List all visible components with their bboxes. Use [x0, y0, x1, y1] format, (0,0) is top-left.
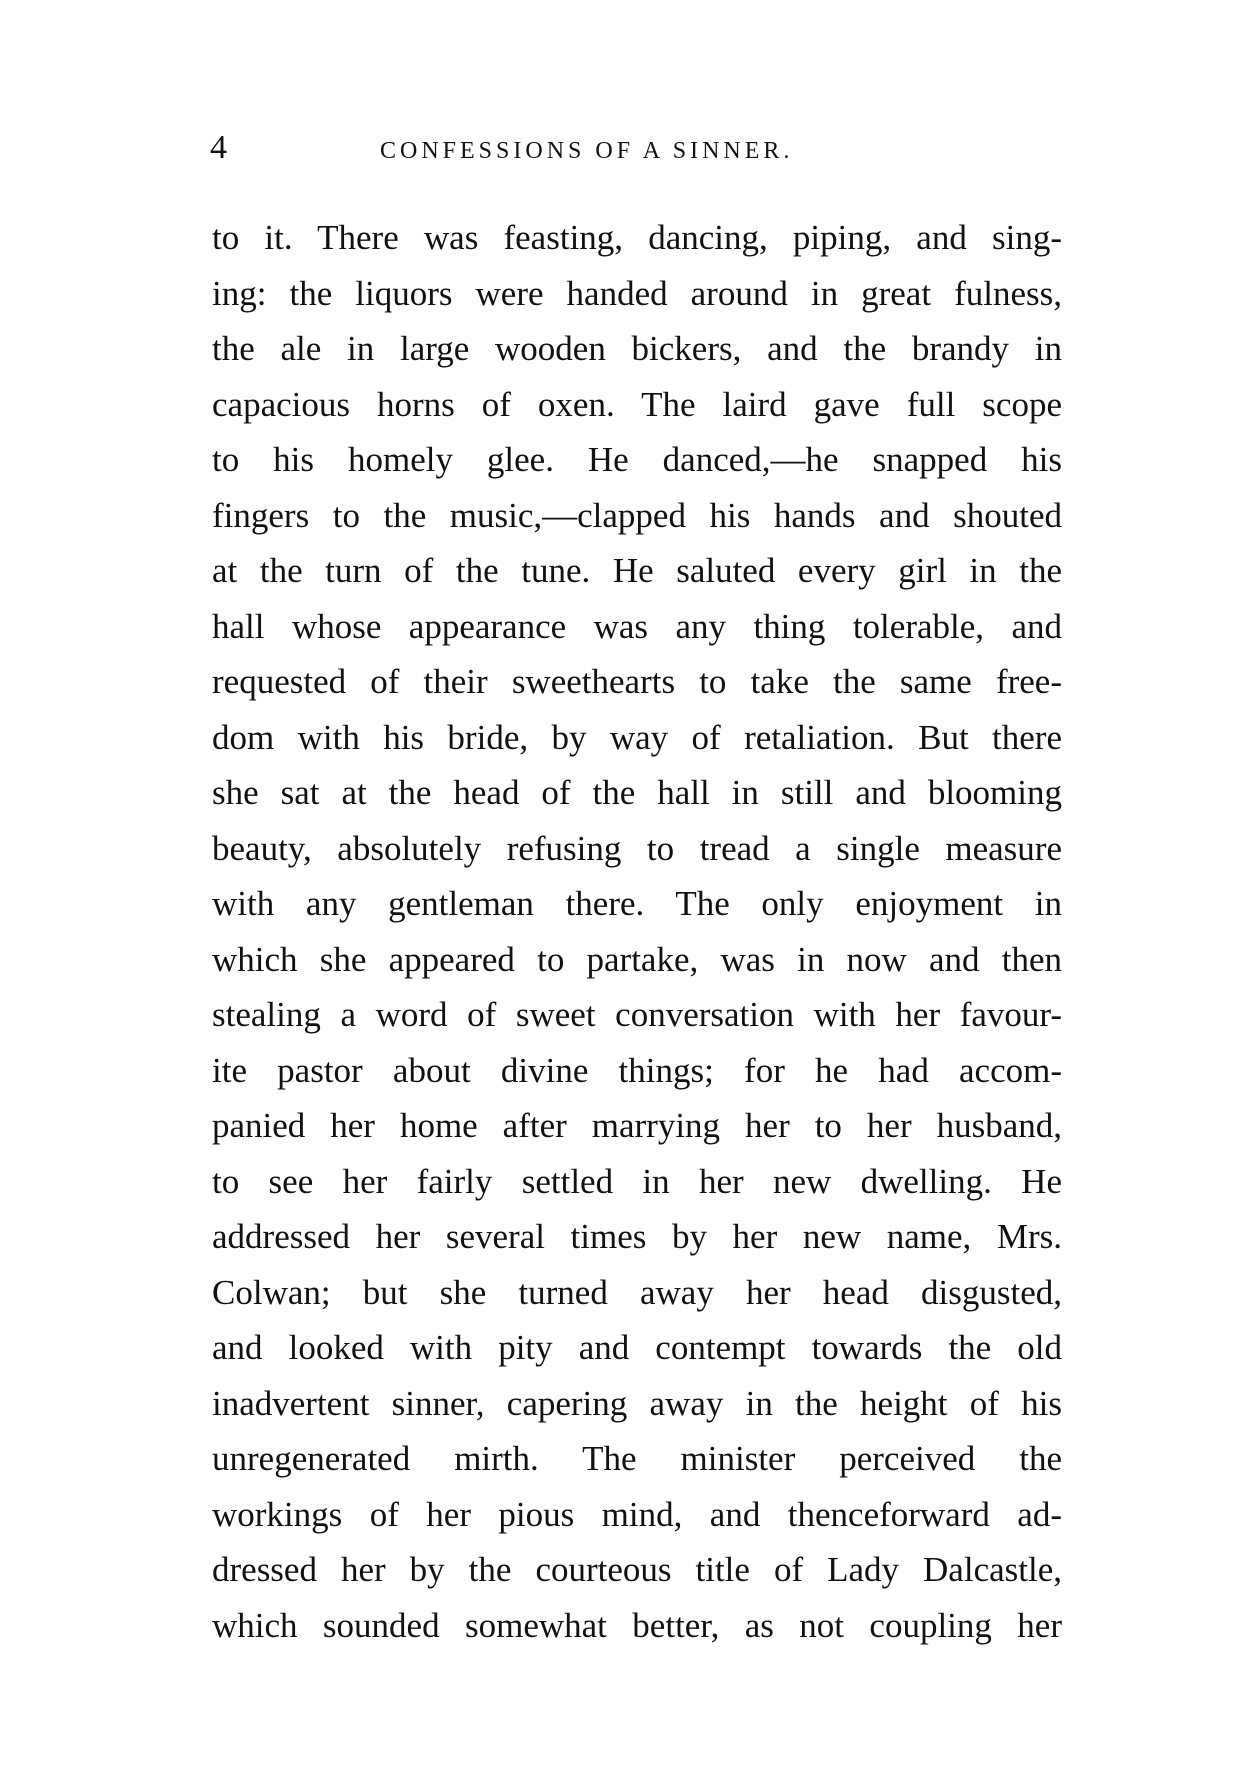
text-line: with any gentleman there. The only enjoyment in — [212, 884, 1062, 923]
text-line: and looked with pity and contempt towards the old — [212, 1328, 1062, 1367]
text-line: to see her fairly settled in her new dwelling. He — [212, 1161, 1062, 1201]
text-line: unregenerated mirth. The minister perceived the — [212, 1439, 1062, 1478]
text-line: at the turn of the tune. He saluted every girl in the — [212, 551, 1062, 590]
text-line: she sat at the head of the hall in still and blooming — [212, 773, 1062, 812]
text-line: dom with his bride, by way of retaliation. But there — [212, 717, 1062, 757]
text-line: the ale in large wooden bickers, and the brandy in — [212, 329, 1062, 368]
text-line: capacious horns of oxen. The laird gave full scope — [212, 384, 1062, 424]
page-header — [210, 128, 1060, 172]
text-line: inadvertent sinner, capering away in the height of his — [212, 1383, 1062, 1423]
text-line: panied her home after marrying her to her husband, — [212, 1106, 1062, 1145]
text-line: Colwan; but she turned away her head disgusted, — [212, 1272, 1062, 1312]
text-line: beauty, absolutely refusing to tread a single measure — [212, 828, 1062, 868]
text-line: addressed her several times by her new name, Mrs. — [212, 1217, 1062, 1256]
body-text — [212, 210, 1062, 1653]
text-line: to his homely glee. He danced,—he snapped his — [212, 440, 1062, 479]
text-line: dressed her by the courteous title of Lady Dalcastle, — [212, 1550, 1062, 1589]
text-line: which she appeared to partake, was in now and then — [212, 939, 1062, 979]
text-line: hall whose appearance was any thing tolerable, and — [212, 606, 1062, 646]
text-line: ite pastor about divine things; for he had accom- — [212, 1050, 1062, 1090]
text-line: to it. There was feasting, dancing, piping, and sing- — [212, 218, 1062, 257]
text-line: requested of their sweethearts to take the same free- — [212, 662, 1062, 701]
text-line: ing: the liquors were handed around in great fulness, — [212, 273, 1062, 313]
text-line: stealing a word of sweet conversation with her favour- — [212, 995, 1062, 1034]
text-line: which sounded somewhat better, as not coupling her — [212, 1605, 1062, 1645]
page-number: 4 — [210, 129, 227, 166]
running-title: CONFESSIONS OF A SINNER. — [380, 138, 794, 164]
text-line: workings of her pious mind, and thenceforward ad- — [212, 1494, 1062, 1534]
text-line: fingers to the music,—clapped his hands and shouted — [212, 495, 1062, 535]
